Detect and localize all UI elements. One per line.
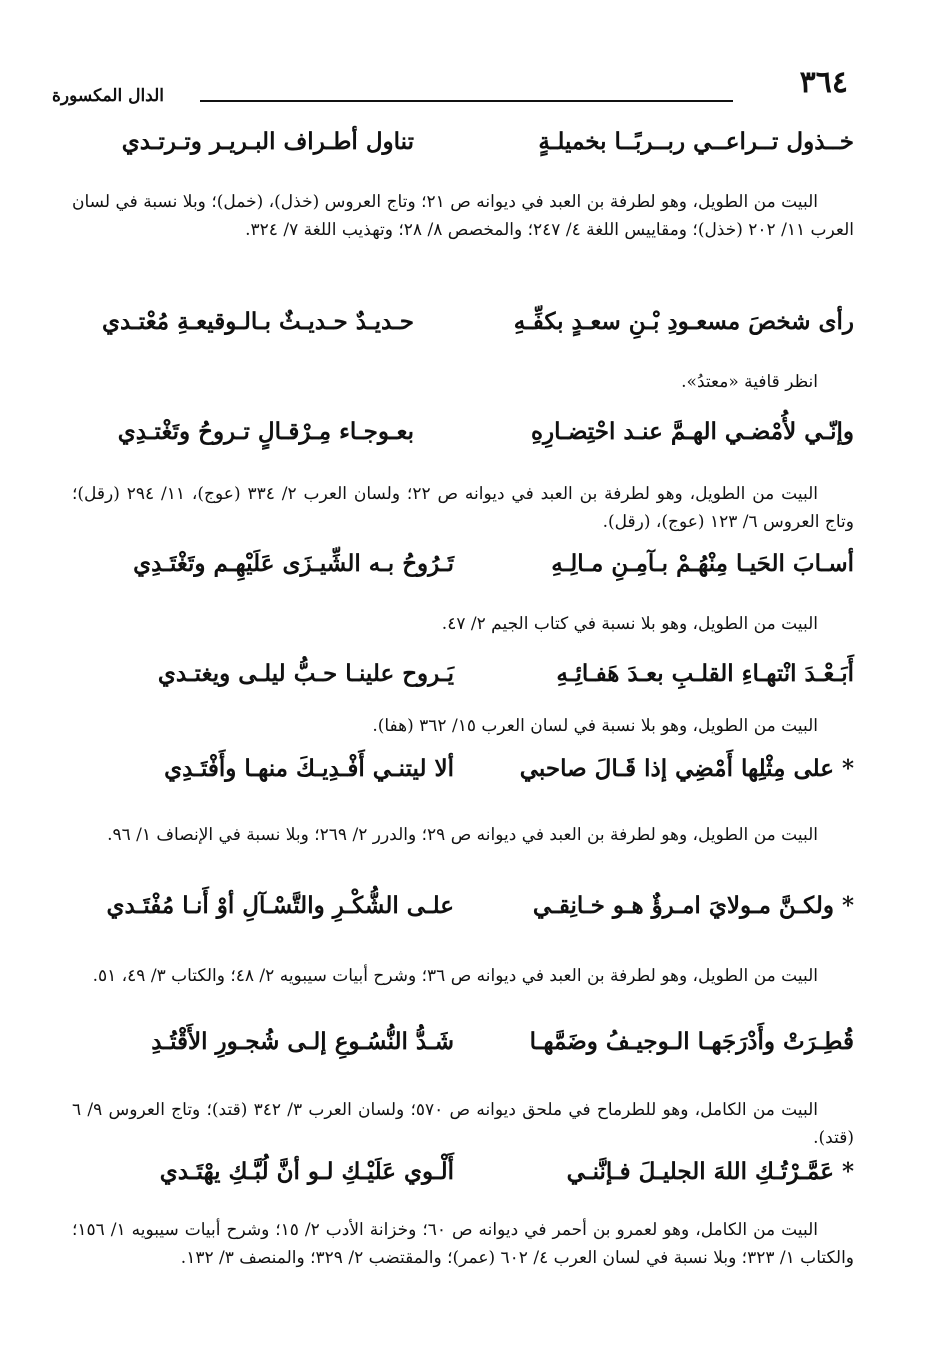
verse-commentary: البيت من الطويل، وهو بلا نسبة في كتاب الجيم ٢/ ٤٧.	[441, 614, 818, 634]
verse-commentary: البيت من الكامل، وهو للطرماح في ملحق ديوانه ص ٥٧٠؛ ولسان العرب ٣/ ٣٤٢ (قتد)؛ وتاج العروس ٩/ ٦ (قتد).	[72, 1100, 854, 1148]
first-hemistich: * عَمَّـرْتُـكِ اللهَ الجليـلَ فـإنَّنـي	[566, 1158, 854, 1185]
verse-commentary: البيت من الطويل، وهو لطرفة بن العبد في ديوانه ص ٢٢؛ ولسان العرب ٢/ ٣٣٤ (عوج)، ١١/ ٢٩٤ (رقل)؛ وتاج العروس ٦/ ١٢٣ (عوج)، (رقل).	[72, 484, 854, 532]
verse-line	[72, 1158, 854, 1230]
verse-line	[72, 308, 854, 380]
second-hemistich: تَـرُوحُ بـه الشِّيـزَى عَلَيْهِـم وتَغْتَـدِي	[133, 550, 454, 577]
first-hemistich: رأى شخصَ مسعـودِ بْـنِ سعـدٍ بكفِّـهِ	[513, 308, 854, 335]
verse-entry	[72, 128, 854, 244]
verse-line	[72, 1028, 854, 1100]
verse-entry	[72, 1028, 854, 1152]
verse-line	[72, 128, 854, 200]
second-hemistich: ألا ليتنـي أَفْـدِيـكَ منهـا وأَفْتَـدِي	[164, 755, 454, 782]
first-hemistich: قُطِـرَتْ وأَدْرَجَهـا الـوجيـفُ وضَمَّهـا	[529, 1028, 854, 1055]
verse-line	[72, 755, 854, 827]
first-hemistich: * ولكـنَّ مـولايَ امـرؤٌ هـو خـانِقـي	[532, 892, 854, 919]
verse-commentary: البيت من الكامل، وهو لعمرو بن أحمر في ديوانه ص ٦٠؛ وخزانة الأدب ٢/ ١٥؛ وشرح أبيات سيبويه ١/ ١٥٦؛ والكتاب ١/ ٣٢٣؛ وبلا نسبة في لسان العرب ٤/ ٦٠٢ (عمر)؛ والمقتضب ٢/ ٣٢٩؛ والمنصف ٣/ ١٣٢.	[72, 1220, 854, 1268]
second-hemistich: شَـدُّ النُّسُـوعِ إلـى شُجـورِ الأَقْتُـدِ	[151, 1028, 454, 1055]
verse-commentary: البيت من الطويل، وهو بلا نسبة في لسان العرب ١٥/ ٣٦٢ (هفا).	[372, 716, 818, 736]
verse-entry	[72, 755, 854, 849]
first-hemistich: أَبَـعْـدَ انْتهـاءِ القلـبِ بعـدَ هَفـائِـهِ	[556, 660, 854, 687]
second-hemistich: يَـروح علينـا حـبُّ ليلـى ويغتـدي	[157, 660, 454, 687]
verse-commentary: البيت من الطويل، وهو لطرفة بن العبد في ديوانه ص ٢١؛ وتاج العروس (خذل)، (خمل)؛ وبلا نسبة في لسان العرب ١١/ ٢٠٢ (خذل)؛ ومقاييس اللغة ٤/ ٢٤٧؛ والمخصص ٨/ ٢٨؛ وتهذيب اللغة ٧/ ٣٢٤.	[72, 192, 854, 240]
verse-line	[72, 550, 854, 622]
verse-entry	[72, 418, 854, 536]
first-hemistich: خــذول تــراعــي ربــربًــا بخميلـةٍ	[538, 128, 854, 155]
second-hemistich: بعـوجـاء مِـرْقـالٍ تـروحُ وتَغْتـدِي	[117, 418, 414, 445]
first-hemistich: * على مِثْلِها أَمْضِي إذا قَـالَ صاحبي	[519, 755, 854, 782]
second-hemistich: علـى الشُّكْـرِ والتَّسْـآلِ أوْ أَنـا مُفْتَـدي	[106, 892, 454, 919]
verse-line	[72, 660, 854, 732]
verse-entry	[72, 660, 854, 740]
verse-line	[72, 892, 854, 964]
verse-line	[72, 418, 854, 490]
second-hemistich: تناول أطـراف البـريـر وتـرتـدي	[121, 128, 414, 155]
running-title: الدال المكسورة	[52, 86, 165, 106]
verse-commentary: البيت من الطويل، وهو لطرفة بن العبد في ديوانه ص ٣٦؛ وشرح أبيات سيبويه ٢/ ٤٨؛ والكتاب ٣/ ٤٩، ٥١.	[92, 966, 818, 986]
verse-entry	[72, 892, 854, 990]
first-hemistich: وإنّـي لأُمْضـي الهـمَّ عنـد احْتِضـارِهِ	[530, 418, 854, 445]
page-number: ٣٦٤	[799, 65, 848, 100]
page-header	[52, 64, 848, 108]
verse-entry	[72, 308, 854, 396]
first-hemistich: أسـابَ الحَيـا مِنْهُـمْ بـآمِـنِ مـالِـهِ	[551, 550, 854, 577]
verse-entry	[72, 550, 854, 638]
verse-entry	[72, 1158, 854, 1272]
verse-commentary: انظر قافية «معتدُ».	[681, 372, 818, 392]
second-hemistich: حـديـدٌ حـديـثٌ بـالـوقيعـةِ مُعْتـدي	[101, 308, 414, 335]
second-hemistich: أَلْـوي عَلَيْـكِ لـو أنَّ لُبَّـكِ يهْتَـدي	[159, 1158, 454, 1185]
header-rule	[200, 100, 733, 102]
verse-commentary: البيت من الطويل، وهو لطرفة بن العبد في ديوانه ص ٢٩؛ والدرر ٢/ ٢٦٩؛ وبلا نسبة في الإنصاف ١/ ٩٦.	[107, 825, 818, 845]
